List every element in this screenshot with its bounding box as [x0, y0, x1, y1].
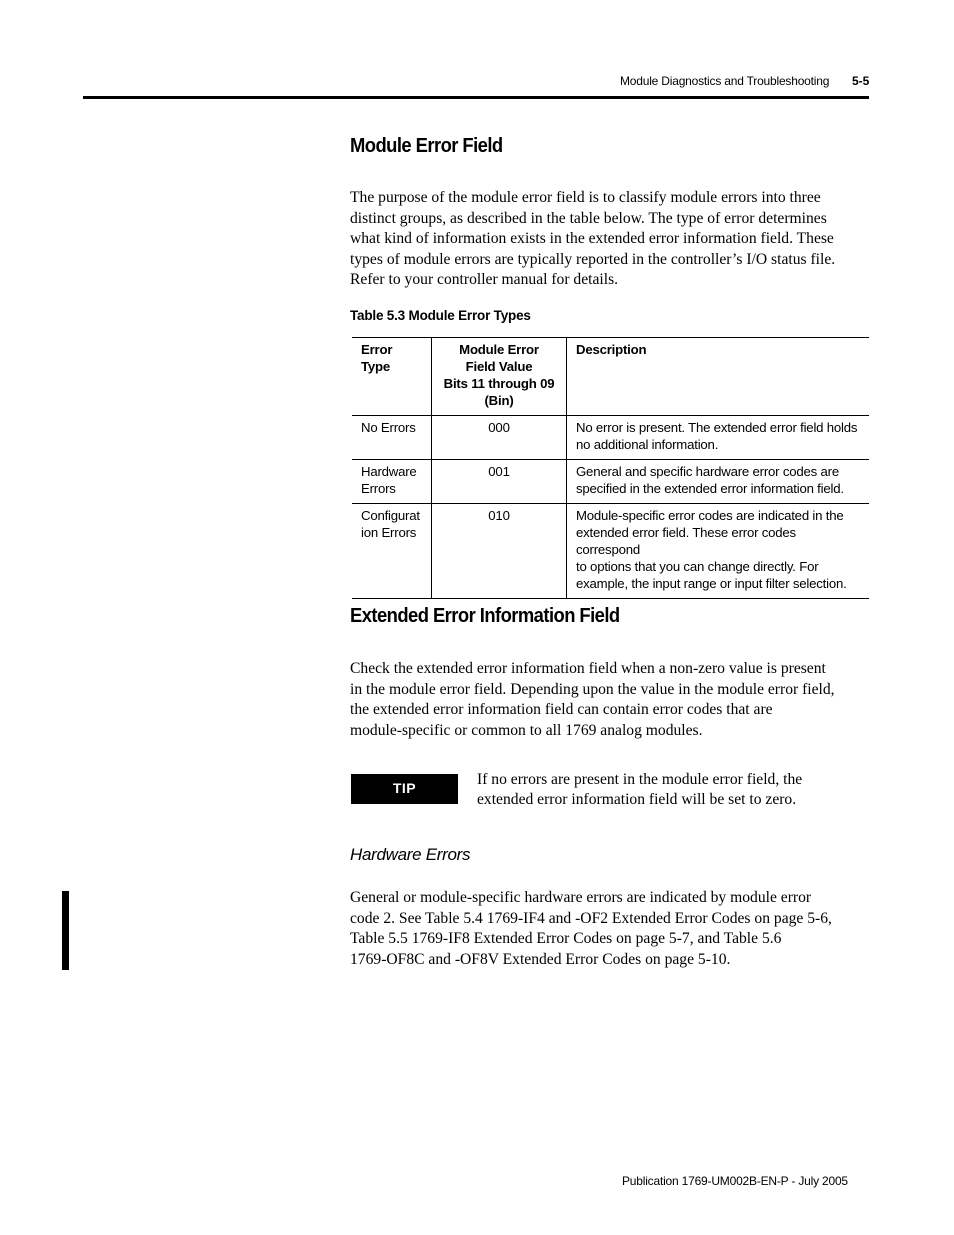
table-row	[352, 504, 869, 599]
cell-error-type: No Errors	[352, 416, 432, 460]
cell-field-value: 001	[432, 460, 567, 504]
hardware-errors-paragraph: General or module-specific hardware errors are indicated by module error code 2. See Table 5.4 1769-IF4 and -OF2 Extended Error Codes on page 5-6, Table 5.5 1769-IF8 Extended Error Codes on page 5-7, and Table 5.6 1769-OF8C and -OF8V Extended Error Codes on page 5-10.	[350, 889, 832, 968]
extended-error-heading: Extended Error Information Field	[350, 605, 620, 627]
table-row	[352, 416, 869, 460]
module-error-field-paragraph: The purpose of the module error field is to classify module errors into three distinct groups, as described in the table below. The type of error determines what kind of information exists in the extended error information field. These types of module errors are typically reported in the controller’s I/O status file. Refer to your controller manual for details.	[350, 189, 836, 288]
tip-text: If no errors are present in the module error field, the extended error information field will be set to zero.	[477, 771, 803, 808]
cell-field-value: 000	[432, 416, 567, 460]
header-field-value: Module Error Field Value Bits 11 through 09 (Bin)	[432, 338, 567, 416]
page-number: 5-5	[852, 74, 870, 88]
running-header-title: Module Diagnostics and Troubleshooting	[620, 74, 830, 88]
cell-description: Module-specific error codes are indicated in the extended error field. These error codes correspond to options that you can change directly. For example, the input range or input filter selection.	[576, 508, 847, 591]
tip-label: TIP	[351, 774, 458, 804]
cell-error-type: Hardware Errors	[352, 460, 432, 504]
table-row	[352, 460, 869, 504]
module-error-field-heading: Module Error Field	[350, 135, 503, 157]
change-bar	[62, 891, 69, 970]
cell-description: No error is present. The extended error field holds no additional information.	[576, 420, 858, 452]
hardware-errors-heading: Hardware Errors	[350, 845, 471, 864]
cell-description: General and specific hardware error codes are specified in the extended error information field.	[576, 464, 844, 496]
header-error-type: Error Type	[352, 338, 432, 416]
cell-error-type: Configurat ion Errors	[352, 504, 432, 599]
table-header-row	[352, 338, 869, 416]
header-rule	[83, 96, 869, 99]
table-caption: Table 5.3 Module Error Types	[350, 308, 531, 323]
module-error-types-table	[352, 337, 869, 599]
extended-error-paragraph: Check the extended error information field when a non-zero value is present in the module error field. Depending upon the value in the module error field, the extended error information field can contain error codes that are module-specific or common to all 1769 analog modules.	[350, 660, 835, 739]
header-description: Description	[576, 342, 647, 357]
cell-field-value: 010	[432, 504, 567, 599]
publication-footer: Publication 1769-UM002B-EN-P - July 2005	[622, 1174, 848, 1188]
